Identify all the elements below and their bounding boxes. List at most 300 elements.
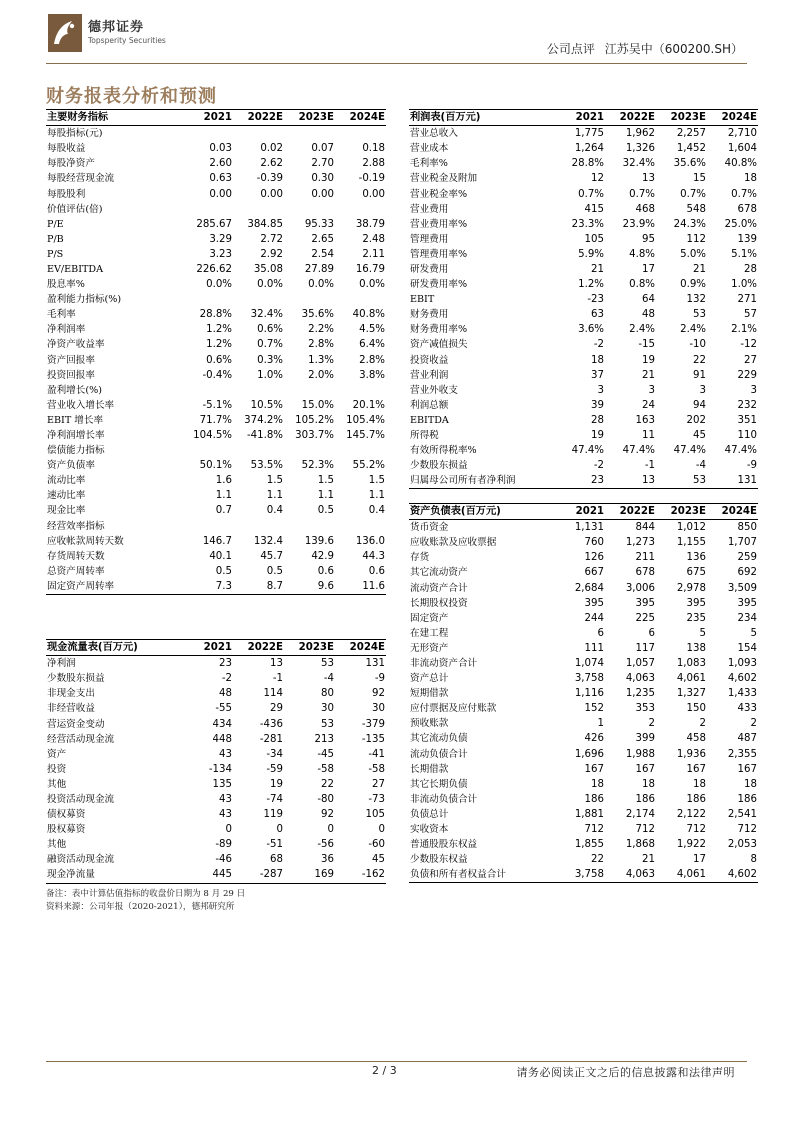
row-label: 其他 bbox=[47, 778, 67, 790]
cell-value: 1.2% bbox=[578, 279, 604, 291]
cell-value: -287 bbox=[233, 867, 284, 883]
cell-value: 28.8% bbox=[199, 309, 232, 321]
cell-value bbox=[233, 383, 284, 398]
cell-value: 0.0% bbox=[257, 279, 283, 291]
row-label: 负债和所有者权益合计 bbox=[409, 867, 554, 883]
cell-value: 399 bbox=[635, 733, 655, 745]
cell-value: -1 bbox=[272, 673, 283, 685]
cell-value: 4,061 bbox=[656, 867, 707, 883]
cell-value: 1,074 bbox=[574, 657, 604, 669]
cell-value: 48 bbox=[219, 688, 232, 700]
row-label: 资产负债率 bbox=[47, 460, 95, 472]
table-row bbox=[46, 732, 386, 747]
cell-value: 6.4% bbox=[359, 339, 385, 351]
row-label: 投资回报率 bbox=[47, 369, 95, 381]
cell-value: 80 bbox=[321, 688, 334, 700]
row-label: 非经营收益 bbox=[47, 703, 95, 715]
cell-value: -4 bbox=[323, 673, 334, 685]
row-label: 每股股利 bbox=[47, 188, 86, 200]
cell-value bbox=[182, 383, 233, 398]
cell-value: -41 bbox=[368, 748, 385, 760]
cell-value: 235 bbox=[686, 612, 706, 624]
cell-value: 5.0% bbox=[680, 248, 706, 260]
cell-value bbox=[335, 202, 386, 217]
cell-value: 71.7% bbox=[199, 414, 232, 426]
cell-value: 675 bbox=[686, 567, 706, 579]
cell-value: 1,452 bbox=[676, 143, 706, 155]
cell-value: -9 bbox=[746, 460, 757, 472]
table-row bbox=[46, 867, 386, 883]
column-header: 2022E bbox=[233, 640, 284, 656]
row-label: 归属母公司所有者净利润 bbox=[409, 473, 554, 489]
cell-value: 1,604 bbox=[727, 143, 757, 155]
table-row bbox=[46, 656, 386, 672]
row-label: P/E bbox=[47, 218, 64, 230]
cell-value: 22 bbox=[591, 854, 604, 866]
cell-value: 351 bbox=[737, 414, 757, 426]
cell-value: 0.63 bbox=[209, 173, 232, 185]
table-row bbox=[409, 322, 758, 337]
cell-value: 22 bbox=[321, 778, 334, 790]
cell-value: 167 bbox=[686, 763, 706, 775]
row-label: 营业外收支 bbox=[410, 384, 458, 396]
row-label: 净资产收益率 bbox=[47, 339, 105, 351]
cell-value: 3 bbox=[597, 384, 604, 396]
cell-value: 3.23 bbox=[209, 248, 232, 260]
table-header-row bbox=[46, 110, 386, 126]
cell-value: -379 bbox=[361, 718, 385, 730]
table-row bbox=[46, 277, 386, 292]
table-row bbox=[46, 792, 386, 807]
cell-value: 48 bbox=[642, 309, 655, 321]
cell-value: 1,936 bbox=[676, 748, 706, 760]
cell-value: 1,116 bbox=[574, 688, 604, 700]
cell-value: 0.8% bbox=[629, 279, 655, 291]
cell-value: 47.4% bbox=[724, 445, 757, 457]
cell-value: 45 bbox=[693, 430, 706, 442]
cell-value: 3.8% bbox=[359, 369, 385, 381]
valuation-note: 备注：表中计算估值指标的收盘价日期为 8 月 29 日 bbox=[46, 889, 246, 899]
cell-value: 95 bbox=[642, 233, 655, 245]
cell-value: 27.89 bbox=[304, 263, 334, 275]
cell-value: 4,602 bbox=[727, 673, 757, 685]
cell-value: 21 bbox=[693, 263, 706, 275]
row-label: P/B bbox=[47, 233, 64, 245]
cell-value: 2,541 bbox=[727, 808, 757, 820]
cell-value: 132.4 bbox=[253, 535, 283, 547]
cell-value: 844 bbox=[635, 522, 655, 534]
cell-value: 2.92 bbox=[260, 248, 283, 260]
cell-value: -23 bbox=[587, 294, 604, 306]
cell-value: -55 bbox=[215, 703, 232, 715]
row-label: 非现金支出 bbox=[47, 688, 95, 700]
cell-value: 548 bbox=[686, 203, 706, 215]
table-row bbox=[409, 747, 758, 762]
cell-value: 47.4% bbox=[622, 445, 655, 457]
cell-value: 4.5% bbox=[359, 324, 385, 336]
cell-value: 4,063 bbox=[625, 673, 655, 685]
row-label: 价值评估(倍) bbox=[47, 203, 103, 215]
cell-value: 2 bbox=[648, 718, 655, 730]
cell-value: 259 bbox=[737, 552, 757, 564]
cell-value: 712 bbox=[737, 824, 757, 836]
income-statement-table bbox=[409, 109, 758, 489]
cell-value: 47.4% bbox=[673, 445, 706, 457]
table-row bbox=[46, 398, 386, 413]
cell-value: 353 bbox=[635, 703, 655, 715]
cell-value: 30 bbox=[321, 703, 334, 715]
row-label: EBITDA bbox=[410, 414, 449, 426]
cell-value: 850 bbox=[737, 522, 757, 534]
cell-value: 57 bbox=[744, 309, 757, 321]
row-label: 现金净流量 bbox=[46, 867, 182, 883]
row-label: 应收账款及应收票据 bbox=[410, 537, 497, 549]
cell-value: 244 bbox=[584, 612, 604, 624]
cash-flow-table bbox=[46, 639, 386, 884]
cell-value: 433 bbox=[737, 703, 757, 715]
cell-value: 3,758 bbox=[554, 867, 605, 883]
cell-value: 152 bbox=[584, 703, 604, 715]
table-row bbox=[409, 611, 758, 626]
row-label: 偿债能力指标 bbox=[47, 445, 105, 457]
header-divider bbox=[46, 63, 747, 64]
row-label: 长期股权投资 bbox=[410, 597, 468, 609]
cell-value: 4,602 bbox=[707, 867, 758, 883]
cell-value: 448 bbox=[212, 733, 232, 745]
column-header: 2022E bbox=[605, 504, 656, 520]
cell-value: 23 bbox=[554, 473, 605, 489]
cell-value: 2.60 bbox=[209, 158, 232, 170]
table-row bbox=[409, 217, 758, 232]
row-label: 少数股东损益 bbox=[47, 673, 105, 685]
table-row bbox=[46, 762, 386, 777]
column-header: 2021 bbox=[182, 640, 233, 656]
cell-value: -2 bbox=[593, 460, 604, 472]
cell-value: 0.00 bbox=[311, 188, 334, 200]
cell-value: 36 bbox=[321, 854, 334, 866]
table-row bbox=[46, 564, 386, 579]
table-row bbox=[46, 141, 386, 156]
cell-value: 18 bbox=[744, 778, 757, 790]
cell-value: 2.70 bbox=[311, 158, 334, 170]
cell-value: 1.2% bbox=[206, 339, 232, 351]
section-title: 财务报表分析和预测 bbox=[46, 86, 217, 107]
cell-value bbox=[284, 292, 335, 307]
cell-value: 1,775 bbox=[574, 128, 604, 140]
cell-value: 43 bbox=[219, 793, 232, 805]
cell-value: 35.6% bbox=[301, 309, 334, 321]
cell-value: 28 bbox=[744, 263, 757, 275]
row-label: 流动比率 bbox=[47, 475, 86, 487]
cell-value: -162 bbox=[335, 867, 386, 883]
table-header-row bbox=[409, 110, 758, 126]
table-row bbox=[409, 262, 758, 277]
cell-value: 1.5 bbox=[317, 475, 334, 487]
cell-value: 0.0% bbox=[359, 279, 385, 291]
cell-value: 2.54 bbox=[311, 248, 334, 260]
row-label: 研发费用率% bbox=[410, 279, 468, 291]
cell-value: 55.2% bbox=[352, 460, 385, 472]
row-label: 净利润率 bbox=[47, 324, 86, 336]
row-label: 资产回报率 bbox=[47, 354, 95, 366]
cell-value: 468 bbox=[635, 203, 655, 215]
cell-value: 2,684 bbox=[574, 582, 604, 594]
row-label: 每股净资产 bbox=[47, 158, 95, 170]
row-label: 应付票据及应付账款 bbox=[410, 703, 497, 715]
row-label: 存货周转天数 bbox=[47, 550, 105, 562]
table-row bbox=[409, 822, 758, 837]
table-row bbox=[46, 534, 386, 549]
cell-value: 5 bbox=[699, 627, 706, 639]
cell-value: 4,063 bbox=[605, 867, 656, 883]
cell-value: 2.11 bbox=[362, 248, 385, 260]
cell-value: -134 bbox=[208, 763, 232, 775]
row-label: 营业收入增长率 bbox=[47, 399, 115, 411]
column-header: 2021 bbox=[182, 110, 233, 126]
table-row bbox=[46, 368, 386, 383]
table-notes bbox=[46, 888, 245, 914]
row-label: 债权募资 bbox=[47, 809, 86, 821]
cell-value: 2,257 bbox=[676, 128, 706, 140]
cell-value: 39 bbox=[591, 399, 604, 411]
cell-value: 8.7 bbox=[233, 579, 284, 595]
cell-value: 28.8% bbox=[571, 158, 604, 170]
column-header: 2023E bbox=[284, 640, 335, 656]
cell-value: -281 bbox=[259, 733, 283, 745]
cell-value bbox=[182, 443, 233, 458]
cell-value: 1,988 bbox=[625, 748, 655, 760]
cell-value: 692 bbox=[737, 567, 757, 579]
table-row bbox=[409, 701, 758, 716]
data-source-note: 资料来源：公司年报（2020-2021），德邦研究所 bbox=[46, 902, 235, 912]
cell-value: 3.6% bbox=[578, 324, 604, 336]
cell-value: 23.9% bbox=[622, 218, 655, 230]
cell-value: 712 bbox=[584, 824, 604, 836]
cell-value bbox=[335, 383, 386, 398]
cell-value: 23 bbox=[219, 658, 232, 670]
cell-value: 21 bbox=[642, 854, 655, 866]
cell-value: 47.4% bbox=[571, 445, 604, 457]
cell-value: 12 bbox=[591, 173, 604, 185]
cell-value: 1.2% bbox=[206, 324, 232, 336]
cell-value: -135 bbox=[361, 733, 385, 745]
row-label: 毛利率 bbox=[47, 309, 76, 321]
cell-value: 52.3% bbox=[301, 460, 334, 472]
main-indicators-table bbox=[46, 109, 386, 595]
table-row bbox=[409, 852, 758, 867]
brand-logo bbox=[48, 14, 248, 58]
cell-value: 13 bbox=[605, 473, 656, 489]
cell-value: 43 bbox=[219, 748, 232, 760]
cell-value: 4.8% bbox=[629, 248, 655, 260]
cell-value bbox=[284, 519, 335, 534]
row-label: 少数股东损益 bbox=[410, 460, 468, 472]
row-label: 货币资金 bbox=[410, 522, 449, 534]
cell-value: 50.1% bbox=[199, 460, 232, 472]
cell-value: 2,122 bbox=[676, 808, 706, 820]
table-row bbox=[409, 777, 758, 792]
cell-value: 131 bbox=[365, 658, 385, 670]
table-row bbox=[46, 503, 386, 518]
table-row bbox=[409, 473, 758, 489]
cell-value bbox=[284, 126, 335, 142]
cell-value: 169 bbox=[284, 867, 335, 883]
footer-divider bbox=[46, 1061, 747, 1062]
cell-value: 5.1% bbox=[731, 248, 757, 260]
row-label: 少数股东权益 bbox=[410, 854, 468, 866]
cell-value: 150 bbox=[686, 703, 706, 715]
table-row bbox=[46, 383, 386, 398]
cell-value: 18 bbox=[591, 354, 604, 366]
cell-value: -2 bbox=[593, 339, 604, 351]
row-label: EBIT 增长率 bbox=[47, 414, 104, 426]
cell-value: -73 bbox=[368, 793, 385, 805]
table-row bbox=[46, 353, 386, 368]
cell-value: 43 bbox=[219, 809, 232, 821]
cell-value: 20.1% bbox=[352, 399, 385, 411]
cell-value bbox=[284, 443, 335, 458]
row-label: 实收资本 bbox=[410, 824, 449, 836]
cell-value: 110 bbox=[737, 430, 757, 442]
cell-value: 2.1% bbox=[731, 324, 757, 336]
cell-value: 114 bbox=[263, 688, 283, 700]
row-label: 财务费用率% bbox=[410, 324, 468, 336]
cell-value: 1.1 bbox=[317, 490, 334, 502]
cell-value: 105.2% bbox=[295, 414, 334, 426]
row-label: 预收账款 bbox=[410, 718, 449, 730]
table-row bbox=[409, 141, 758, 156]
cell-value: 9.6 bbox=[284, 579, 335, 595]
row-label: 每股经营现金流 bbox=[47, 173, 115, 185]
cell-value: 92 bbox=[372, 688, 385, 700]
cell-value: 2.62 bbox=[260, 158, 283, 170]
cell-value: 53.5% bbox=[250, 460, 283, 472]
row-label: 融资活动现金流 bbox=[47, 854, 115, 866]
brand-logo-icon bbox=[48, 14, 82, 52]
cell-value: 145.7% bbox=[346, 430, 385, 442]
cell-value: 445 bbox=[182, 867, 233, 883]
cell-value: -80 bbox=[317, 793, 334, 805]
cell-value: 35.6% bbox=[673, 158, 706, 170]
row-label: 每股指标(元) bbox=[47, 128, 103, 140]
table-row bbox=[409, 398, 758, 413]
cell-value: 40.1 bbox=[209, 550, 232, 562]
cell-value: 32.4% bbox=[250, 309, 283, 321]
row-label: 营业成本 bbox=[410, 143, 449, 155]
cell-value: 5.9% bbox=[578, 248, 604, 260]
column-header: 2022E bbox=[605, 110, 656, 126]
cell-value: 225 bbox=[635, 612, 655, 624]
table-row bbox=[46, 337, 386, 352]
table-row bbox=[409, 792, 758, 807]
table-row bbox=[409, 580, 758, 595]
cell-value bbox=[335, 292, 386, 307]
table-row bbox=[409, 520, 758, 536]
cell-value: -74 bbox=[266, 793, 283, 805]
row-label: 总资产周转率 bbox=[47, 565, 105, 577]
cell-value: 760 bbox=[584, 537, 604, 549]
cell-value: 13 bbox=[642, 173, 655, 185]
row-label: 无形资产 bbox=[410, 642, 449, 654]
cell-value: 0.4 bbox=[368, 505, 385, 517]
cell-value: 0.00 bbox=[260, 188, 283, 200]
cell-value: 146.7 bbox=[202, 535, 232, 547]
row-label: 固定资产 bbox=[410, 612, 449, 624]
cell-value: 0.7% bbox=[629, 188, 655, 200]
cell-value: 211 bbox=[635, 552, 655, 564]
cell-value: 3.29 bbox=[209, 233, 232, 245]
cell-value: 15.0% bbox=[301, 399, 334, 411]
cell-value: 135 bbox=[212, 778, 232, 790]
row-label: 长期借款 bbox=[410, 763, 449, 775]
cell-value: 167 bbox=[584, 763, 604, 775]
cell-value: -9 bbox=[374, 673, 385, 685]
table-row bbox=[46, 549, 386, 564]
cell-value: 0.6% bbox=[206, 354, 232, 366]
cell-value: 17 bbox=[693, 854, 706, 866]
cell-value: 285.67 bbox=[196, 218, 232, 230]
row-label: 投资活动现金流 bbox=[47, 793, 115, 805]
cell-value: 271 bbox=[737, 294, 757, 306]
table-row bbox=[46, 686, 386, 701]
row-label: 所得税 bbox=[410, 430, 439, 442]
table-row bbox=[46, 473, 386, 488]
table-row bbox=[409, 550, 758, 565]
cell-value: 40.8% bbox=[352, 309, 385, 321]
cell-value: 0.00 bbox=[362, 188, 385, 200]
cell-value: -58 bbox=[368, 763, 385, 775]
cell-value: 1.0% bbox=[731, 279, 757, 291]
cell-value: 45.7 bbox=[260, 550, 283, 562]
cell-value: -1 bbox=[644, 460, 655, 472]
cell-value: 374.2% bbox=[244, 414, 283, 426]
cell-value: 24.3% bbox=[673, 218, 706, 230]
cell-value: -4 bbox=[695, 460, 706, 472]
cell-value: 19 bbox=[642, 354, 655, 366]
table-row bbox=[409, 156, 758, 171]
cell-value: 0.7 bbox=[215, 505, 232, 517]
cell-value: 395 bbox=[737, 597, 757, 609]
row-label: 盈利增长(%) bbox=[47, 384, 102, 396]
column-header: 2023E bbox=[656, 504, 707, 520]
table-row bbox=[409, 656, 758, 671]
cell-value: 395 bbox=[584, 597, 604, 609]
table-row bbox=[46, 807, 386, 822]
cell-value: 112 bbox=[686, 233, 706, 245]
cell-value: 0.3% bbox=[257, 354, 283, 366]
cell-value: 126 bbox=[584, 552, 604, 564]
cell-value: 1.1 bbox=[266, 490, 283, 502]
cell-value: 105 bbox=[365, 809, 385, 821]
cell-value: 4,061 bbox=[676, 673, 706, 685]
row-label: 营业税金率% bbox=[410, 188, 468, 200]
table-row bbox=[46, 247, 386, 262]
cell-value: 2.88 bbox=[362, 158, 385, 170]
table-row bbox=[409, 368, 758, 383]
cell-value: 91 bbox=[693, 369, 706, 381]
row-label: 投资 bbox=[47, 763, 67, 775]
cell-value: 1.1 bbox=[215, 490, 232, 502]
table-row bbox=[46, 428, 386, 443]
cell-value: 1,707 bbox=[727, 537, 757, 549]
cell-value: 2.4% bbox=[629, 324, 655, 336]
report-header-info bbox=[541, 40, 743, 57]
cell-value: 105.4% bbox=[346, 414, 385, 426]
table-row bbox=[409, 671, 758, 686]
cell-value: 154 bbox=[737, 642, 757, 654]
cell-value: 3,509 bbox=[727, 582, 757, 594]
cell-value: 1.6 bbox=[215, 475, 232, 487]
